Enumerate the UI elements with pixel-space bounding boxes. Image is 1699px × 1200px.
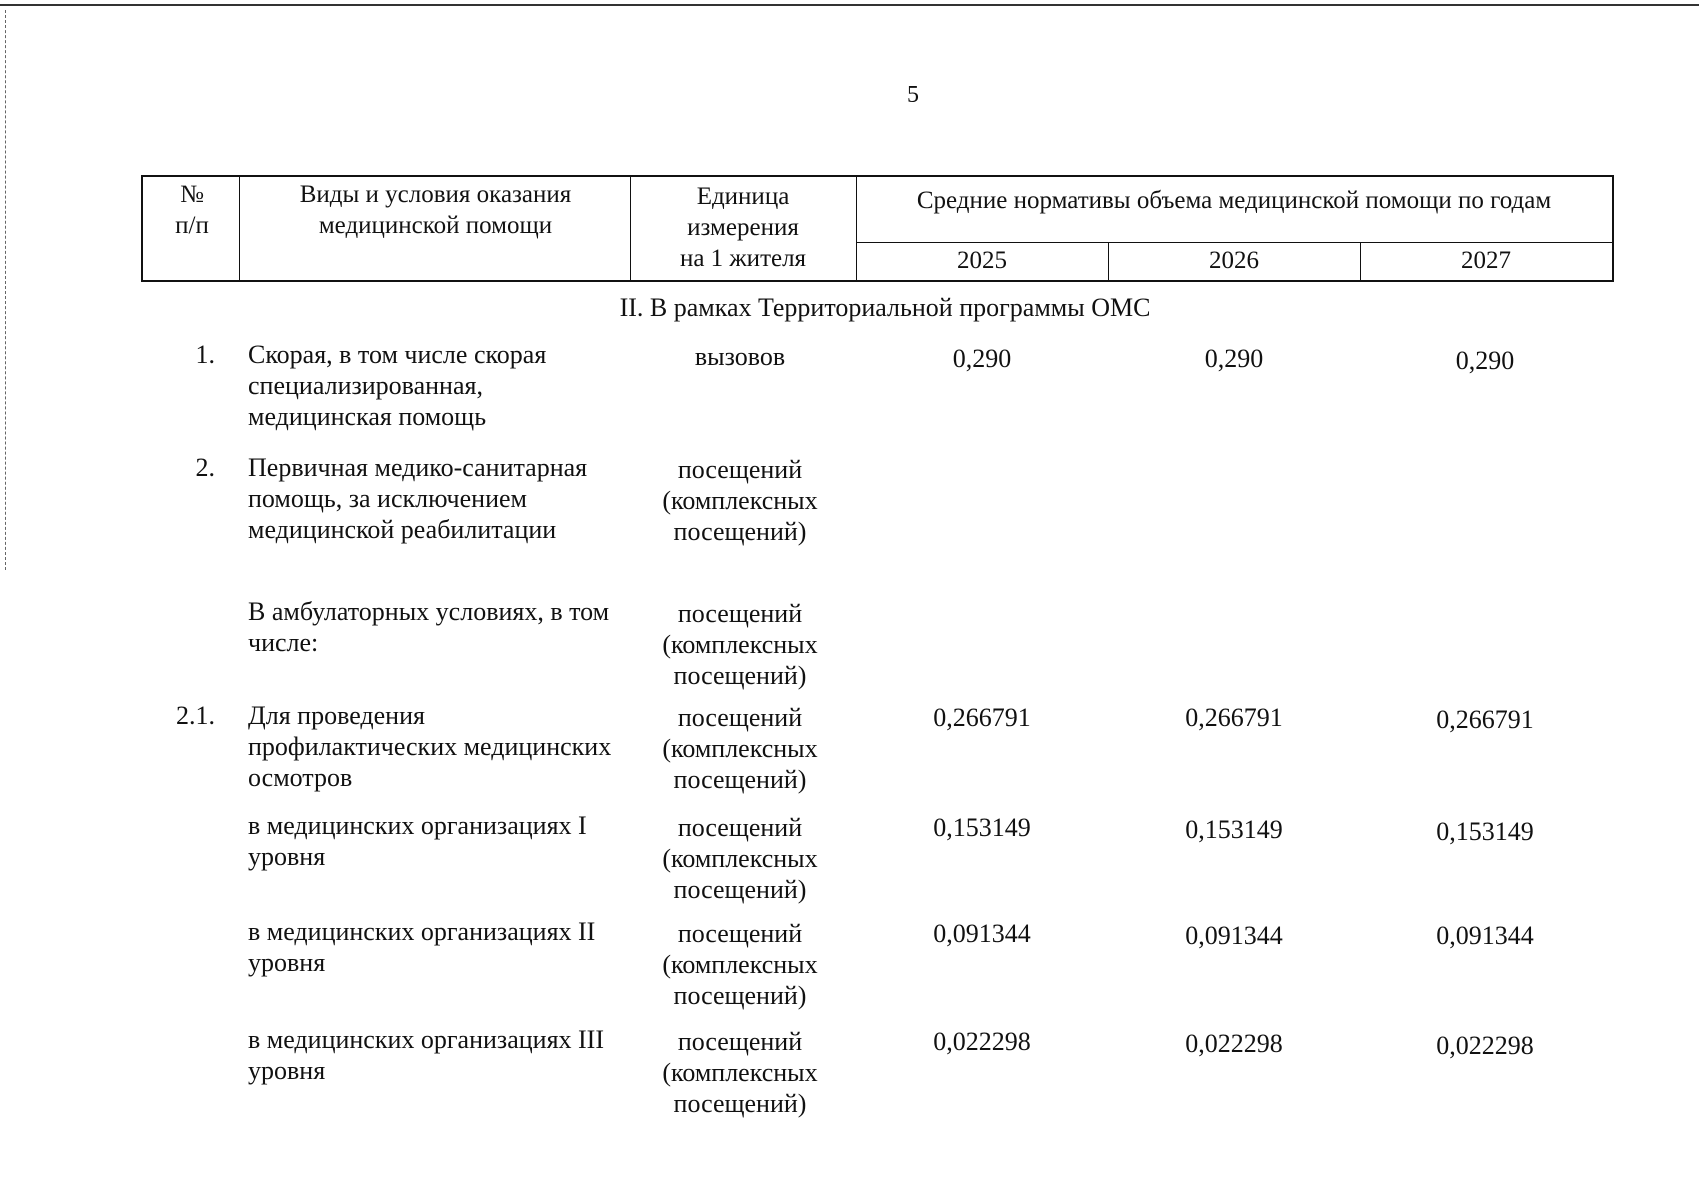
value-2026: 0,091344	[1185, 921, 1283, 950]
row-name: в медицинских организациях III уровня	[248, 1025, 605, 1085]
value-2025: 0,266791	[933, 703, 1031, 732]
table-header	[141, 175, 1614, 282]
value-2025: 0,091344	[933, 919, 1031, 948]
row-name: Первичная медико-санитарная помощь, за исключением медицинской реабилитации	[248, 453, 588, 544]
row-number: 2.1.	[176, 701, 215, 730]
row-number: 1.	[195, 340, 215, 369]
header-divider	[239, 177, 240, 280]
row-name: в медицинских организациях II уровня	[248, 917, 596, 977]
value-2027: 0,153149	[1436, 817, 1534, 846]
header-unit: Единица измерения на 1 жителя	[679, 183, 807, 272]
header-num: № п/п	[175, 181, 209, 239]
header-subdivider	[856, 242, 1612, 243]
header-year-2025: 2025	[957, 247, 1007, 274]
value-2026: 0,022298	[1185, 1029, 1283, 1058]
value-2027: 0,266791	[1436, 705, 1534, 734]
row-name: Для проведения профилактических медицинских осмотров	[248, 701, 612, 792]
value-2026: 0,290	[1204, 344, 1264, 373]
value-2025: 0,153149	[933, 813, 1031, 842]
row-unit: посещений (комплексных посещений)	[662, 703, 818, 794]
row-unit: посещений (комплексных посещений)	[662, 599, 818, 690]
row-unit: посещений (комплексных посещений)	[662, 1027, 818, 1118]
header-year-2026: 2026	[1209, 247, 1259, 274]
page-number: 5	[907, 82, 919, 108]
value-2026: 0,266791	[1185, 703, 1283, 732]
value-2025: 0,290	[952, 344, 1012, 373]
row-name: Скорая, в том числе скорая специализированная, медицинская помощь	[248, 340, 547, 431]
row-name: в медицинских организациях I уровня	[248, 811, 587, 871]
value-2025: 0,022298	[933, 1027, 1031, 1056]
value-2027: 0,091344	[1436, 921, 1534, 950]
scan-border-top	[0, 4, 1699, 6]
value-2027: 0,022298	[1436, 1031, 1534, 1060]
row-number: 2.	[195, 453, 215, 482]
section-title: II. В рамках Территориальной программы ОМС	[619, 293, 1151, 322]
row-unit: посещений (комплексных посещений)	[662, 919, 818, 1010]
value-2026: 0,153149	[1185, 815, 1283, 844]
header-group: Средние нормативы объема медицинской помощи по годам	[916, 187, 1552, 214]
header-type: Виды и условия оказания медицинской помощи	[299, 181, 572, 239]
row-unit: вызовов	[694, 342, 786, 371]
header-year-2027: 2027	[1461, 247, 1511, 274]
row-unit: посещений (комплексных посещений)	[662, 813, 818, 904]
row-unit: посещений (комплексных посещений)	[662, 455, 818, 546]
row-name: В амбулаторных условиях, в том числе:	[248, 597, 610, 657]
value-2027: 0,290	[1455, 346, 1515, 375]
